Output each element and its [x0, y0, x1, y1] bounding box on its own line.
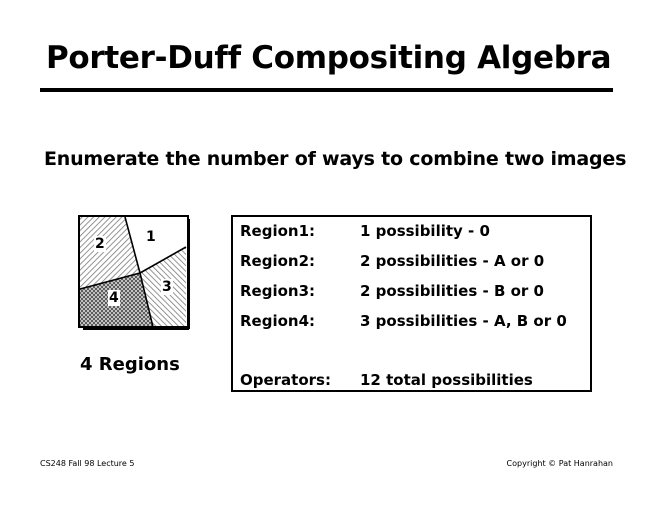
regions-diagram [78, 215, 190, 334]
table-row-value: 2 possibilities - B or 0 [360, 282, 544, 300]
region-2-label: 2 [95, 236, 105, 252]
table-row-value: 2 possibilities - A or 0 [360, 252, 545, 270]
slide-title: Porter-Duff Compositing Algebra [46, 40, 612, 76]
table-row-label: Region3: [240, 282, 316, 300]
table-total-value: 12 total possibilities [360, 371, 533, 389]
table-row-label: Region1: [240, 222, 316, 240]
table-row-value: 1 possibility - 0 [360, 222, 490, 240]
possibilities-table [231, 215, 592, 392]
regions-caption: 4 Regions [80, 354, 180, 375]
footer-course-info: CS248 Fall 98 Lecture 5 [40, 459, 135, 468]
table-row-value: 3 possibilities - A, B or 0 [360, 312, 567, 330]
regions-diagram-graphic [78, 215, 190, 330]
region-4-label: 4 [109, 290, 119, 306]
region-3-label: 3 [162, 279, 172, 295]
footer-copyright: Copyright © Pat Hanrahan [506, 459, 613, 468]
table-row-label: Region2: [240, 252, 316, 270]
slide-subtitle: Enumerate the number of ways to combine two images [44, 148, 627, 170]
title-divider [40, 88, 613, 92]
table-row-label: Region4: [240, 312, 316, 330]
table-total-label: Operators: [240, 371, 331, 389]
region-1-label: 1 [146, 229, 156, 245]
